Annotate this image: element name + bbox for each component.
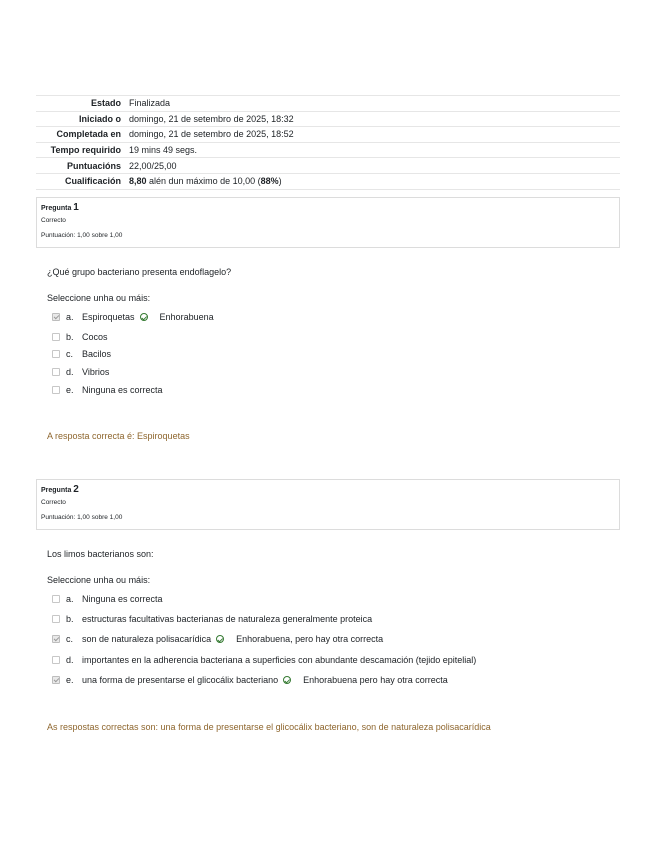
question-number-value: 1 — [73, 202, 79, 213]
checkbox[interactable] — [52, 333, 60, 341]
question-number-value: 2 — [73, 484, 79, 495]
grade-percent: 88% — [260, 176, 279, 187]
summary-row-marks — [36, 158, 620, 174]
correct-check-icon — [140, 313, 148, 321]
question-score: Puntuación: 1,00 sobre 1,00 — [41, 231, 123, 239]
summary-label: Cualificación — [36, 173, 129, 189]
checkbox[interactable] — [52, 615, 60, 623]
checkbox-checked[interactable] — [52, 676, 60, 684]
answer-letter: b. — [66, 332, 74, 342]
summary-row-started — [36, 111, 620, 127]
question-label: Pregunta — [41, 487, 72, 494]
answer-letter: c. — [66, 634, 74, 644]
answer-feedback: Enhorabuena — [159, 312, 214, 322]
answer-option[interactable] — [52, 593, 163, 605]
summary-label: Puntuacións — [36, 158, 129, 174]
summary-value: domingo, 21 de setembro de 2025, 18:52 — [129, 127, 620, 143]
question-score: Puntuación: 1,00 sobre 1,00 — [41, 513, 123, 521]
question-text: Los limos bacterianos son: — [47, 549, 154, 559]
answer-letter: e. — [66, 675, 74, 685]
answer-option[interactable] — [52, 633, 383, 645]
answer-letter: e. — [66, 385, 74, 395]
checkbox[interactable] — [52, 595, 60, 603]
summary-value — [129, 173, 620, 189]
answer-letter: c. — [66, 349, 74, 359]
answer-text: Cocos — [82, 332, 108, 342]
summary-value: 22,00/25,00 — [129, 158, 620, 174]
answer-prompt: Seleccione unha ou máis: — [47, 293, 151, 303]
checkbox-checked[interactable] — [52, 635, 60, 643]
summary-label: Completada en — [36, 127, 129, 143]
answer-feedback: Enhorabuena pero hay otra correcta — [303, 675, 448, 685]
question-status: Correcto — [41, 217, 66, 224]
answer-letter: a. — [66, 312, 74, 322]
answer-prompt: Seleccione unha ou máis: — [47, 575, 151, 585]
correct-check-icon — [283, 676, 291, 684]
grade-value: 8,80 — [129, 176, 147, 187]
answer-option[interactable] — [52, 348, 111, 360]
summary-row-state — [36, 96, 620, 112]
answer-letter: d. — [66, 655, 74, 665]
answer-option[interactable] — [52, 654, 476, 666]
summary-value: Finalizada — [129, 96, 620, 112]
summary-label: Estado — [36, 96, 129, 112]
checkbox[interactable] — [52, 386, 60, 394]
checkbox-checked[interactable] — [52, 313, 60, 321]
answer-option[interactable] — [52, 674, 448, 686]
summary-row-grade — [36, 173, 620, 189]
question-status: Correcto — [41, 499, 66, 506]
right-answer-feedback: As respostas correctas son: una forma de presentarse el glicocálix bacteriano, son de naturaleza polisacarídica — [47, 722, 491, 732]
grade-text-end: ) — [278, 176, 282, 187]
answer-text: importantes en la adherencia bacteriana a superficies con abundante descamación (tejido epitelial) — [82, 655, 477, 665]
answer-text: Ninguna es correcta — [82, 594, 163, 604]
question-info-box — [36, 479, 620, 530]
grade-text: alén dun máximo de 10,00 ( — [146, 176, 261, 187]
question-info-box — [36, 197, 620, 248]
answer-letter: d. — [66, 367, 74, 377]
answer-text: Espiroquetas — [82, 312, 135, 322]
summary-row-time — [36, 142, 620, 158]
answer-feedback: Enhorabuena, pero hay otra correcta — [236, 634, 384, 644]
answer-text: una forma de presentarse el glicocálix bacteriano — [82, 675, 279, 685]
summary-label: Tempo requirido — [36, 142, 129, 158]
question-label: Pregunta — [41, 205, 72, 212]
summary-value: domingo, 21 de setembro de 2025, 18:32 — [129, 111, 620, 127]
answer-text: Bacilos — [82, 349, 112, 359]
question-number — [41, 485, 615, 495]
checkbox[interactable] — [52, 656, 60, 664]
right-answer-feedback: A resposta correcta é: Espiroquetas — [47, 431, 190, 441]
answer-option[interactable] — [52, 331, 108, 343]
summary-row-completed — [36, 127, 620, 143]
answer-option[interactable] — [52, 613, 372, 625]
answer-option[interactable] — [52, 311, 214, 323]
answer-text: estructuras facultativas bacterianas de naturaleza generalmente proteica — [82, 614, 373, 624]
answer-letter: b. — [66, 614, 74, 624]
question-text: ¿Qué grupo bacteriano presenta endoflagelo? — [47, 267, 232, 277]
question-number — [41, 203, 615, 213]
correct-check-icon — [216, 635, 224, 643]
answer-text: Vibrios — [82, 367, 110, 377]
answer-option[interactable] — [52, 384, 163, 396]
answer-text: son de naturaleza polisacarídica — [82, 634, 212, 644]
summary-value: 19 mins 49 segs. — [129, 142, 620, 158]
answer-text: Ninguna es correcta — [82, 385, 163, 395]
checkbox[interactable] — [52, 368, 60, 376]
summary-label: Iniciado o — [36, 111, 129, 127]
checkbox[interactable] — [52, 350, 60, 358]
attempt-summary-table — [36, 95, 620, 190]
answer-option[interactable] — [52, 366, 109, 378]
answer-letter: a. — [66, 594, 74, 604]
